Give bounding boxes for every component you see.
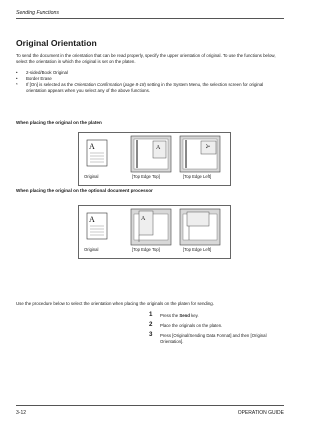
caption-original: Original: [84, 247, 99, 252]
step-text-pre: Press the: [160, 313, 180, 318]
platen-figure: [78, 132, 231, 186]
page-title: Original Orientation: [16, 38, 97, 48]
caption-top-edge-top: [Top Edge Top]: [132, 247, 160, 252]
bullet-marker: •: [16, 70, 18, 75]
note-text-pre: If [On] is selected as the: [26, 82, 75, 87]
step-text: Press [Original/Sending Data Format] and then [Original Orientation].: [160, 333, 267, 344]
step-text: Place the originals on the platen.: [160, 323, 223, 328]
feeder-heading: When placing the original on the optional document processor: [16, 188, 153, 193]
step-number: 3: [149, 331, 153, 338]
header-rule: [16, 18, 284, 19]
caption-original: Original: [84, 174, 99, 179]
original-glyph: A: [89, 215, 95, 224]
feeder-figure: [78, 205, 231, 259]
running-header: Sending Functions: [16, 10, 59, 16]
platen-heading: When placing the original on the platen: [16, 120, 102, 125]
function-list: [16, 70, 284, 94]
step-number: 2: [149, 321, 153, 328]
note-item: [16, 82, 284, 94]
page-reference-link[interactable]: page 8-18: [124, 82, 145, 87]
procedure-intro: Use the procedure below to select the orientation when placing the originals on the platen for sending.: [16, 301, 214, 306]
guide-name: OPERATION GUIDE: [237, 410, 284, 416]
top-edge-top-glyph: A: [141, 216, 146, 222]
page-number: 3-12: [16, 410, 27, 416]
intro-paragraph: To send the document in the orientation that can be read properly, specify the upper orientation of original. To use the functions below, select the orientation in which the original is set on the platen.: [16, 53, 276, 64]
note-text-post: ) setting in the System Menu, the selection screen for original orientation appears when you select any of the above functions.: [26, 82, 264, 93]
step-text: [160, 313, 278, 319]
bullet-marker: •: [16, 76, 18, 81]
step-text-post: key.: [189, 313, 199, 318]
caption-top-edge-left: [Top Edge Left]: [183, 174, 212, 179]
top-edge-left-glyph: A: [204, 144, 210, 149]
caption-top-edge-left: [Top Edge Left]: [183, 247, 212, 252]
note-text-mid: (: [121, 82, 125, 87]
top-edge-top-glyph: A: [156, 145, 161, 151]
list-item-text: 2-sided/Book Original: [26, 70, 68, 75]
send-key-label: Send: [179, 313, 190, 318]
original-glyph: A: [89, 142, 95, 151]
caption-top-edge-top: [Top Edge Top]: [132, 174, 160, 179]
setting-name: Orientation Confirmation: [74, 82, 122, 87]
step-number: 1: [149, 311, 153, 318]
list-item-text: Border Erase: [26, 76, 52, 81]
note-marker: *: [16, 82, 18, 87]
footer-rule: [16, 405, 284, 406]
